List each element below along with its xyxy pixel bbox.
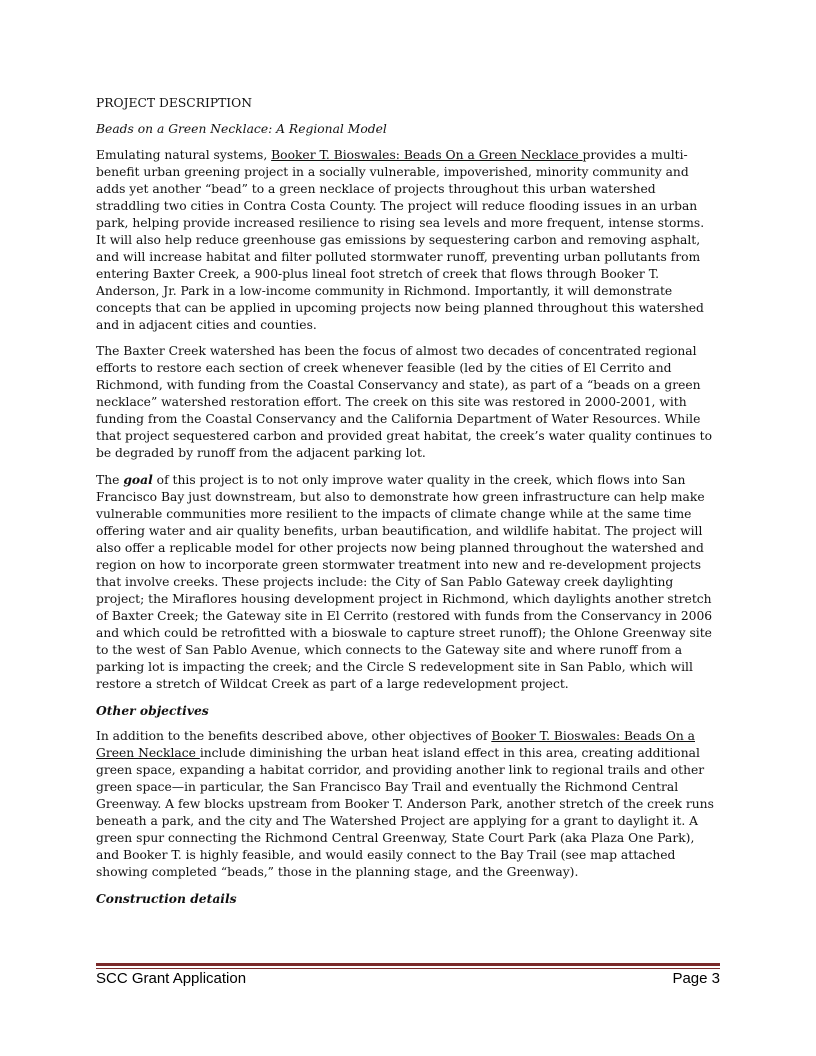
p4-text-pre: In addition to the benefits described above, other objectives of bbox=[96, 729, 492, 743]
paragraph-1 bbox=[96, 147, 714, 334]
p4-text-post: include diminishing the urban heat island effect in this area, creating additional green space, expanding a habitat corridor, and providing another link to regional trails and other green space—in particular, the San Francisco Bay Trail and eventually the Richmond Central Greenway. A few blocks upstream from Booker T. Anderson Park, another stretch of the creek runs beneath a park, and the city and The Watershed Project are applying for a grant to daylight it. A green spur connecting the Richmond Central Greenway, State Court Park (aka Plaza One Park), and Booker T. is highly feasible, and would easily connect to the Bay Trail (see map attached showing completed “beads,” those in the planning stage, and the Greenway). bbox=[96, 746, 714, 879]
p3-text-post: of this project is to not only improve water quality in the creek, which flows into San Francisco Bay just downstream, but also to demonstrate how green infrastructure can help make vulnerable communities more resilient to the impacts of climate change while at the same time offering water and air quality benefits, urban beautification, and wildlife habitat. The project will also offer a replicable model for other projects now being planned throughout the watershed and region on how to incorporate green stormwater treatment into new and re-development projects that involve creeks. These projects include: the City of San Pablo Gateway creek daylighting project; the Miraflores housing development project in Richmond, which daylights another stretch of Baxter Creek; the Gateway site in El Cerrito (restored with funds from the Conservancy in 2006 and which could be retrofitted with a bioswale to capture street runoff); the Ohlone Greenway site to the west of San Pablo Avenue, which connects to the Gateway site and where runoff from a parking lot is impacting the creek; and the Circle S redevelopment site in San Pablo, which will restore a stretch of Wildcat Creek as part of a large redevelopment project. bbox=[96, 473, 713, 691]
other-objectives-heading: Other objectives bbox=[96, 703, 209, 718]
paragraph-3 bbox=[96, 471, 714, 693]
construction-details-heading: Construction details bbox=[96, 891, 237, 906]
page-content bbox=[96, 95, 714, 916]
subheading: Beads on a Green Necklace: A Regional Model bbox=[96, 122, 387, 136]
footer-divider bbox=[96, 963, 720, 969]
page-footer bbox=[96, 970, 720, 987]
p3-text-pre: The bbox=[96, 473, 124, 487]
goal-emphasis: goal bbox=[123, 472, 153, 487]
page-number: Page 3 bbox=[672, 970, 720, 987]
p1-text-pre: Emulating natural systems, bbox=[96, 148, 272, 162]
project-title-underlined-2: Booker T. Bioswales: Beads On a Green Necklace bbox=[96, 729, 695, 760]
footer-title: SCC Grant Application bbox=[96, 970, 247, 987]
section-heading: PROJECT DESCRIPTION bbox=[96, 96, 252, 110]
project-title-underlined: Booker T. Bioswales: Beads On a Green Necklace bbox=[271, 148, 583, 162]
p1-text-post: provides a multi-benefit urban greening project in a socially vulnerable, impoverished, minority community and adds yet another “bead” to a green necklace of projects throughout this urban watershed straddling two cities in Contra Costa County. The project will reduce flooding issues in an urban park, helping provide increased resilience to rising sea levels and more frequent, intense storms. It will also help reduce greenhouse gas emissions by sequestering carbon and removing asphalt, and will increase habitat and filter polluted stormwater runoff, preventing urban pollutants from entering Baxter Creek, a 900-plus lineal foot stretch of creek that flows through Booker T. Anderson, Jr. Park in a low-income community in Richmond. Importantly, it will demonstrate concepts that can be applied in upcoming projects now being planned throughout this watershed and in adjacent cities and counties. bbox=[96, 148, 705, 332]
paragraph-2: The Baxter Creek watershed has been the focus of almost two decades of concentrated regional efforts to restore each section of creek whenever feasible (led by the cities of El Cerrito and Richmond, with funding from the Coastal Conservancy and state), as part of a “beads on a green necklace” watershed restoration effort. The creek on this site was restored in 2000-2001, with funding from the Coastal Conservancy and the California Department of Water Resources. While that project sequestered carbon and provided great habitat, the creek’s water quality continues to be degraded by runoff from the adjacent parking lot. bbox=[96, 344, 712, 460]
paragraph-4 bbox=[96, 728, 714, 881]
